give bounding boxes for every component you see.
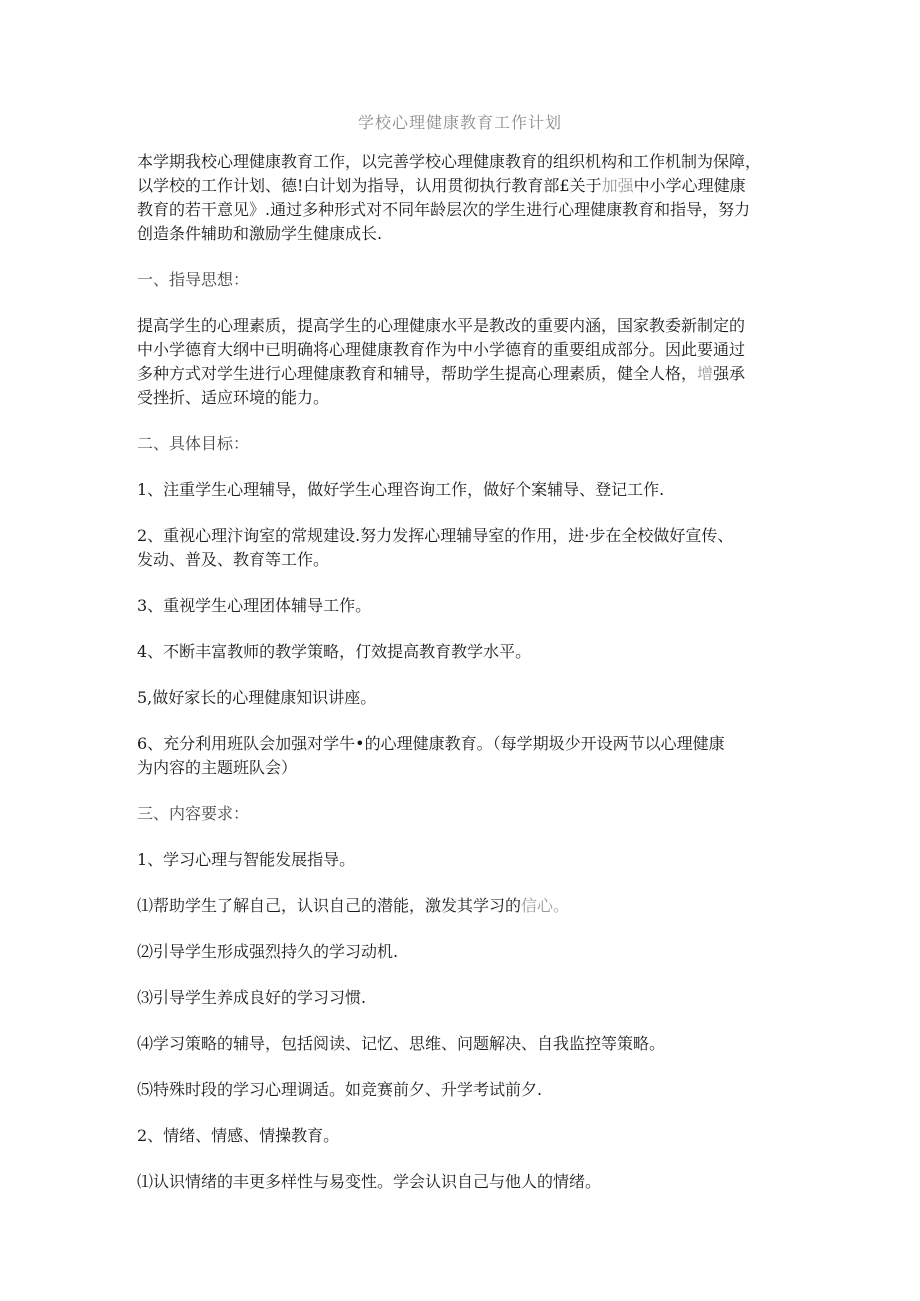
section-1-paragraph bbox=[137, 314, 807, 410]
content-item-1 bbox=[137, 894, 807, 918]
goal-item-1 bbox=[137, 478, 807, 502]
section-1-line-4: 受挫折、适应环境的能力。 bbox=[137, 388, 330, 407]
section-3-heading: 三、内容要求： bbox=[137, 804, 250, 823]
goal-item-2-line-2: 发动、普及、教育等工作。 bbox=[137, 550, 330, 569]
intro-line-2-tail: 中小学心理健康 bbox=[633, 176, 746, 195]
goal-item-1-line-1: 1、注重学生心理辅导，做好学生心理咨询工作，做好个案辅导、登记工作. bbox=[137, 480, 665, 499]
content-item-1-gray: 信心。 bbox=[521, 896, 570, 915]
goal-item-5 bbox=[137, 686, 807, 710]
section-1-heading: 一、指导思想： bbox=[137, 270, 250, 289]
goal-item-2 bbox=[137, 524, 807, 572]
document-body bbox=[137, 150, 807, 1216]
goal-item-4-line-1: 4、不断丰富教师的教学策略，仃效提高教育教学水平。 bbox=[137, 642, 532, 661]
content-item-5: ⑸特殊时段的学习心理调适。如竞赛前夕、升学考试前夕. bbox=[137, 1080, 543, 1099]
goal-item-3 bbox=[137, 594, 807, 618]
content-item-6: ⑴认识情绪的丰更多样性与易变性。学会认识自己与他人的情绪。 bbox=[137, 1172, 602, 1191]
intro-line-2 bbox=[137, 174, 807, 198]
content-item-1-text: ⑴帮助学生了解自己，认识自己的潜能，激发其学习的 bbox=[137, 896, 522, 915]
section-1-line-1: 提高学生的心理素质，提高学生的心理健康水平是教改的重要内涵，国家教委新制定的 bbox=[137, 316, 746, 335]
section-1-line-2: 中小学德育大纲中已明确将心理健康教育作为中小学德育的重要组成部分。因此要通过 bbox=[137, 340, 746, 359]
goal-item-2-line-1: 2、重视心理汴询室的常规建设.努力发挥心理辅导室的作用，进·步在全校做好宣传、 bbox=[137, 526, 734, 545]
goal-item-4 bbox=[137, 640, 807, 664]
intro-line-2-gray: 加强 bbox=[601, 176, 634, 195]
goal-item-6-line-2: 为内容的主题班队会） bbox=[137, 758, 298, 777]
section-1-line-3-gray: 增 bbox=[697, 364, 714, 383]
goal-item-6-line-1: 6、充分利用班队会加强对学牛•的心理健康教育。（每学期圾少开设两节以心理健康 bbox=[137, 734, 725, 753]
content-item-2: ⑵引导学生形成强烈持久的学习动机. bbox=[137, 942, 399, 961]
section-1-line-3-tail: 强承 bbox=[713, 364, 746, 383]
content-sub-1: 1、学习心理与智能发展指导。 bbox=[137, 850, 356, 869]
section-2-heading: 二、具体目标： bbox=[137, 434, 250, 453]
intro-line-2-text: 以学校的工作计划、德!白计划为指导，认用贯彻执行教育部£关于 bbox=[137, 176, 602, 195]
section-1-line-3-text: 多种方式对学生进行心理健康教育和辅导，帮助学生提高心理素质，健全人格， bbox=[137, 364, 698, 383]
goal-item-6 bbox=[137, 732, 807, 780]
intro-line-3: 教育的若干意见》.通过多种形式对不同年龄层次的学生进行心理健康教育和指导，努力 bbox=[137, 200, 751, 219]
page-title: 学校心理健康教育工作计划 bbox=[357, 113, 562, 132]
intro-paragraph bbox=[137, 150, 807, 246]
goal-item-5-line-1: 5,做好家长的心理健康知识讲座。 bbox=[137, 688, 377, 707]
intro-line-1: 本学期我校心理健康教育工作，以完善学校心理健康教育的组织机构和工作机制为保障， bbox=[137, 152, 762, 171]
section-1-line-3 bbox=[137, 362, 807, 386]
content-item-3: ⑶引导学生养成良好的学习习惯. bbox=[137, 988, 367, 1007]
content-sub-2: 2、情绪、情感、情操教育。 bbox=[137, 1126, 340, 1145]
content-item-4: ⑷学习策略的辅导，包括阅读、记忆、思维、问题解决、自我监控等策略。 bbox=[137, 1034, 666, 1053]
intro-line-4: 创造条件辅助和激励学生健康成长. bbox=[137, 224, 383, 243]
goal-item-3-line-1: 3、重视学生心理团体辅导工作。 bbox=[137, 596, 372, 615]
